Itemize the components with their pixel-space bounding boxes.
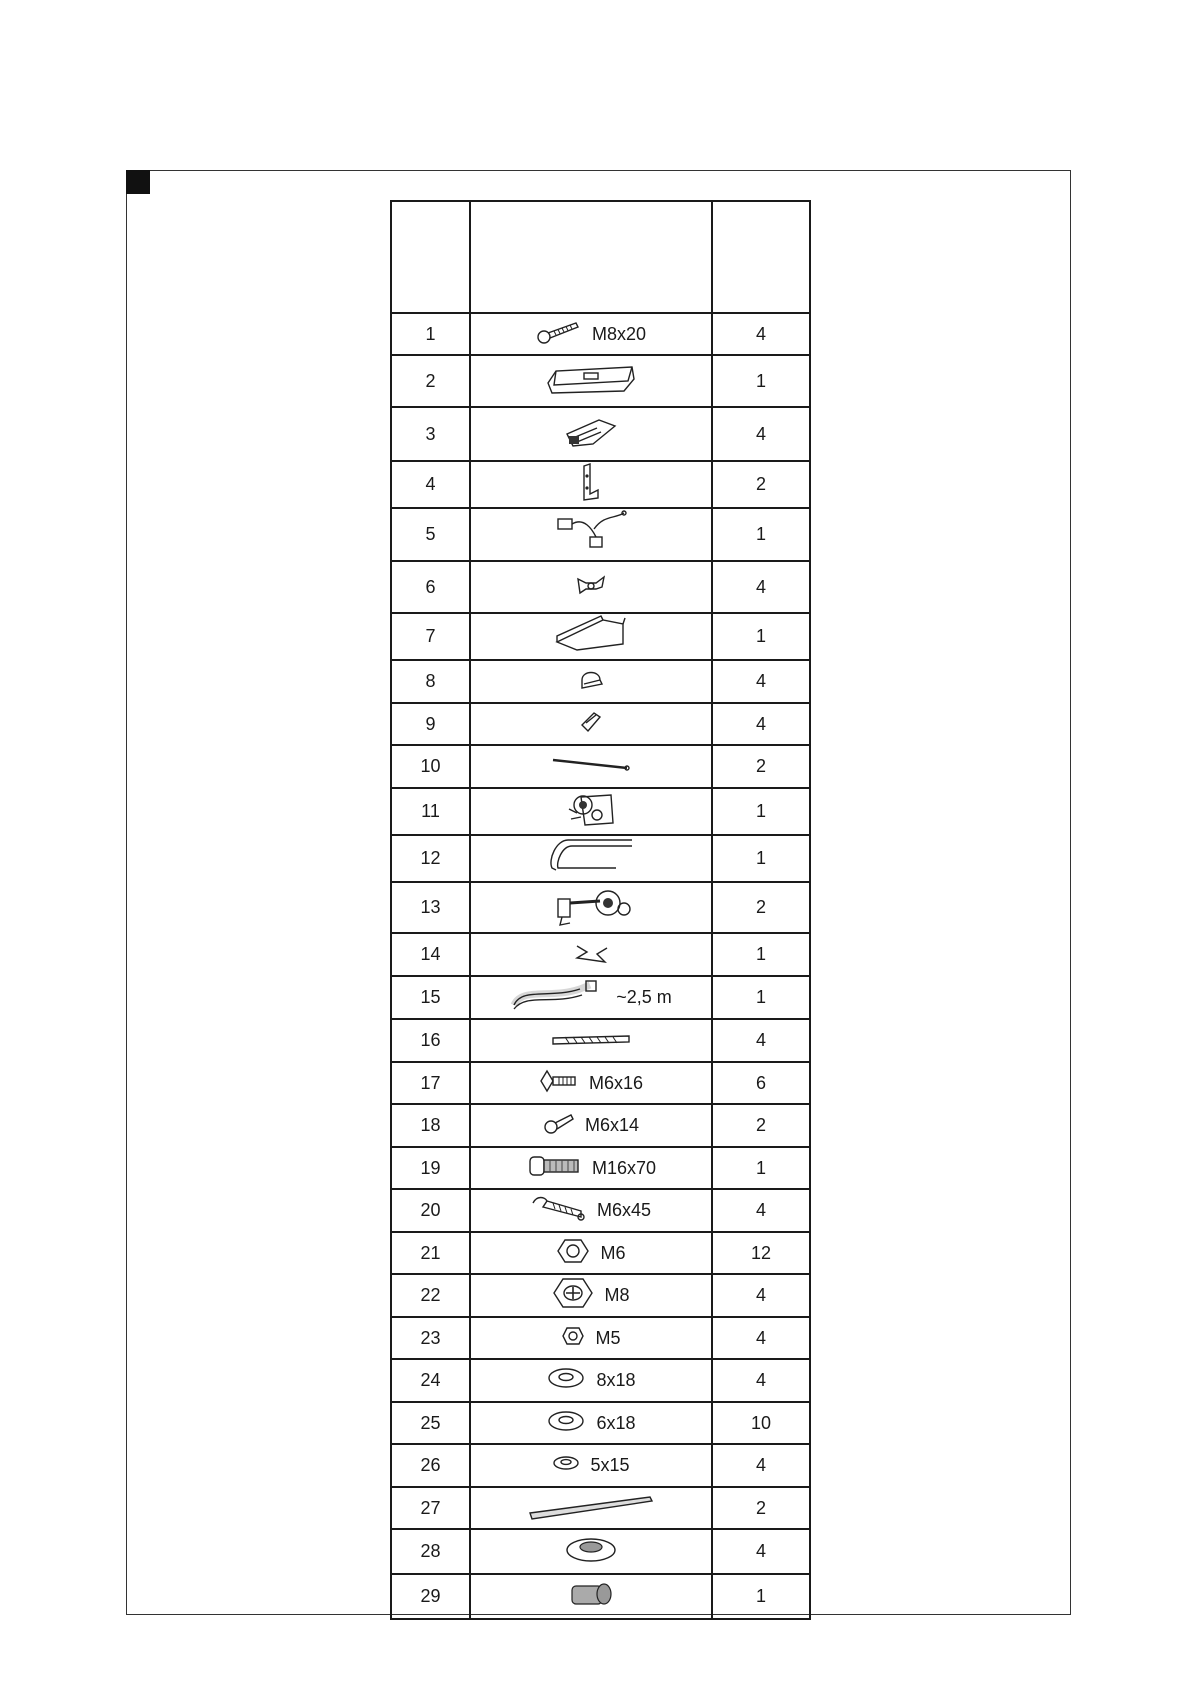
winch-mechanism-icon xyxy=(563,789,619,834)
threaded-strip-icon xyxy=(551,1030,631,1051)
angle-bracket-icon xyxy=(578,462,604,507)
part-cell xyxy=(470,355,712,407)
header-quantity xyxy=(712,201,810,313)
part-number: 3 xyxy=(391,407,470,461)
part-cell xyxy=(470,1189,712,1232)
table-row xyxy=(391,1487,810,1529)
part-number: 4 xyxy=(391,461,470,508)
part-size-label: 6x18 xyxy=(596,1412,636,1433)
part-cell xyxy=(470,976,712,1019)
bolt-icon xyxy=(536,319,582,350)
table-row xyxy=(391,835,810,882)
table-row xyxy=(391,355,810,407)
table-row xyxy=(391,882,810,933)
part-quantity: 1 xyxy=(712,1147,810,1189)
table-row xyxy=(391,976,810,1019)
part-number: 20 xyxy=(391,1189,470,1232)
part-quantity: 4 xyxy=(712,660,810,703)
part-number: 25 xyxy=(391,1402,470,1444)
table-row xyxy=(391,1359,810,1402)
header-number xyxy=(391,201,470,313)
carriage-bolt-icon xyxy=(531,1193,587,1228)
part-quantity: 1 xyxy=(712,788,810,835)
part-cell xyxy=(470,561,712,613)
table-row xyxy=(391,660,810,703)
hex-bolt-icon xyxy=(539,1068,579,1099)
section-marker xyxy=(126,170,150,194)
crank-assembly-icon xyxy=(548,883,634,932)
part-number: 27 xyxy=(391,1487,470,1529)
table-row xyxy=(391,461,810,508)
small-washer-icon xyxy=(552,1454,580,1477)
table-row xyxy=(391,1402,810,1444)
part-number: 14 xyxy=(391,933,470,976)
table-row xyxy=(391,508,810,561)
part-cell xyxy=(470,835,712,882)
table-row xyxy=(391,313,810,355)
part-number: 29 xyxy=(391,1574,470,1619)
part-size-label: M6x45 xyxy=(596,1200,652,1220)
part-number: 21 xyxy=(391,1232,470,1274)
part-number: 12 xyxy=(391,835,470,882)
part-number: 26 xyxy=(391,1444,470,1487)
part-cell xyxy=(470,1104,712,1147)
part-cell xyxy=(470,703,712,745)
part-number: 24 xyxy=(391,1359,470,1402)
part-size-label: M6x16 xyxy=(588,1072,644,1093)
table-row xyxy=(391,1574,810,1619)
part-size-label: M6 xyxy=(600,1242,626,1263)
table-row xyxy=(391,1274,810,1317)
part-cell xyxy=(470,660,712,703)
part-number: 2 xyxy=(391,355,470,407)
part-number: 22 xyxy=(391,1274,470,1317)
hex-nut-icon xyxy=(556,1237,590,1270)
washer-icon xyxy=(546,1366,586,1395)
long-bolt-icon xyxy=(526,1153,582,1184)
clip-icon xyxy=(578,709,604,740)
handle-loop-icon xyxy=(546,836,636,881)
part-size-label: M8x20 xyxy=(591,323,647,344)
part-quantity: 2 xyxy=(712,1104,810,1147)
part-quantity: 4 xyxy=(712,407,810,461)
part-number: 18 xyxy=(391,1104,470,1147)
part-quantity: 1 xyxy=(712,933,810,976)
part-number: 10 xyxy=(391,745,470,788)
part-quantity: 4 xyxy=(712,1359,810,1402)
part-size-label: 5x15 xyxy=(590,1455,630,1475)
part-quantity: 1 xyxy=(712,355,810,407)
lock-nut-icon xyxy=(552,1276,594,1315)
disc-icon xyxy=(564,1534,618,1569)
part-quantity: 4 xyxy=(712,1274,810,1317)
u-bracket-icon xyxy=(553,614,629,659)
part-cell xyxy=(470,1274,712,1317)
table-row xyxy=(391,745,810,788)
table-row xyxy=(391,1189,810,1232)
rod-icon xyxy=(551,756,631,777)
wire-connector-icon xyxy=(554,509,628,560)
part-cell xyxy=(470,1232,712,1274)
part-cell xyxy=(470,407,712,461)
flat-bar-icon xyxy=(526,1491,656,1526)
table-row xyxy=(391,561,810,613)
small-bolt-icon xyxy=(543,1111,575,1140)
table-row xyxy=(391,1529,810,1574)
table-header-row xyxy=(391,201,810,313)
part-cell xyxy=(470,508,712,561)
part-quantity: 10 xyxy=(712,1402,810,1444)
part-cell xyxy=(470,1147,712,1189)
part-quantity: 4 xyxy=(712,1529,810,1574)
part-quantity: 4 xyxy=(712,1444,810,1487)
part-cell xyxy=(470,933,712,976)
table-row xyxy=(391,407,810,461)
part-cell xyxy=(470,1019,712,1062)
table-row xyxy=(391,703,810,745)
spring-clip-icon xyxy=(571,940,611,969)
part-quantity: 4 xyxy=(712,313,810,355)
part-cell xyxy=(470,788,712,835)
table-row xyxy=(391,1232,810,1274)
parts-table-body xyxy=(391,201,810,1619)
part-quantity: 4 xyxy=(712,1189,810,1232)
table-row xyxy=(391,613,810,660)
part-cell xyxy=(470,613,712,660)
part-cell xyxy=(470,1402,712,1444)
part-number: 5 xyxy=(391,508,470,561)
part-cell xyxy=(470,461,712,508)
washer-icon xyxy=(546,1409,586,1438)
parts-table xyxy=(390,200,811,1620)
part-number: 7 xyxy=(391,613,470,660)
table-row xyxy=(391,788,810,835)
small-nut-icon xyxy=(561,1326,585,1351)
bracket-housing-icon xyxy=(544,361,638,402)
part-cell xyxy=(470,1062,712,1104)
part-quantity: 1 xyxy=(712,508,810,561)
clip-plate-icon xyxy=(563,414,619,455)
part-number: 13 xyxy=(391,882,470,933)
part-quantity: 2 xyxy=(712,461,810,508)
part-cell xyxy=(470,1529,712,1574)
table-row xyxy=(391,933,810,976)
part-number: 17 xyxy=(391,1062,470,1104)
part-quantity: 4 xyxy=(712,1019,810,1062)
part-size-label: M16x70 xyxy=(591,1157,657,1178)
table-row xyxy=(391,1104,810,1147)
part-quantity: 1 xyxy=(712,976,810,1019)
part-size-label: ~2,5 m xyxy=(616,987,672,1007)
part-quantity: 1 xyxy=(712,1574,810,1619)
part-quantity: 4 xyxy=(712,1317,810,1359)
part-quantity: 4 xyxy=(712,561,810,613)
header-part xyxy=(470,201,712,313)
table-row xyxy=(391,1444,810,1487)
part-size-label: M6x14 xyxy=(584,1115,640,1135)
table-row xyxy=(391,1062,810,1104)
part-cell xyxy=(470,1317,712,1359)
part-quantity: 2 xyxy=(712,1487,810,1529)
part-quantity: 1 xyxy=(712,613,810,660)
table-row xyxy=(391,1019,810,1062)
part-size-label: 8x18 xyxy=(596,1370,636,1390)
part-number: 6 xyxy=(391,561,470,613)
part-quantity: 12 xyxy=(712,1232,810,1274)
part-number: 9 xyxy=(391,703,470,745)
part-quantity: 1 xyxy=(712,835,810,882)
part-cell xyxy=(470,1487,712,1529)
part-quantity: 2 xyxy=(712,745,810,788)
part-cell xyxy=(470,1444,712,1487)
part-number: 23 xyxy=(391,1317,470,1359)
part-number: 1 xyxy=(391,313,470,355)
part-number: 8 xyxy=(391,660,470,703)
part-quantity: 4 xyxy=(712,703,810,745)
strap-icon xyxy=(510,977,606,1018)
part-cell xyxy=(470,313,712,355)
part-quantity: 6 xyxy=(712,1062,810,1104)
part-cell xyxy=(470,745,712,788)
table-row xyxy=(391,1317,810,1359)
part-quantity: 2 xyxy=(712,882,810,933)
part-number: 28 xyxy=(391,1529,470,1574)
part-cell xyxy=(470,882,712,933)
cap-icon xyxy=(576,666,606,697)
part-number: 11 xyxy=(391,788,470,835)
part-number: 19 xyxy=(391,1147,470,1189)
part-size-label: M5 xyxy=(595,1327,621,1348)
part-cell xyxy=(470,1359,712,1402)
part-cell xyxy=(470,1574,712,1619)
wing-nut-icon xyxy=(574,573,608,602)
part-number: 15 xyxy=(391,976,470,1019)
roller-icon xyxy=(568,1580,614,1613)
part-number: 16 xyxy=(391,1019,470,1062)
table-row xyxy=(391,1147,810,1189)
part-size-label: M8 xyxy=(604,1285,630,1305)
